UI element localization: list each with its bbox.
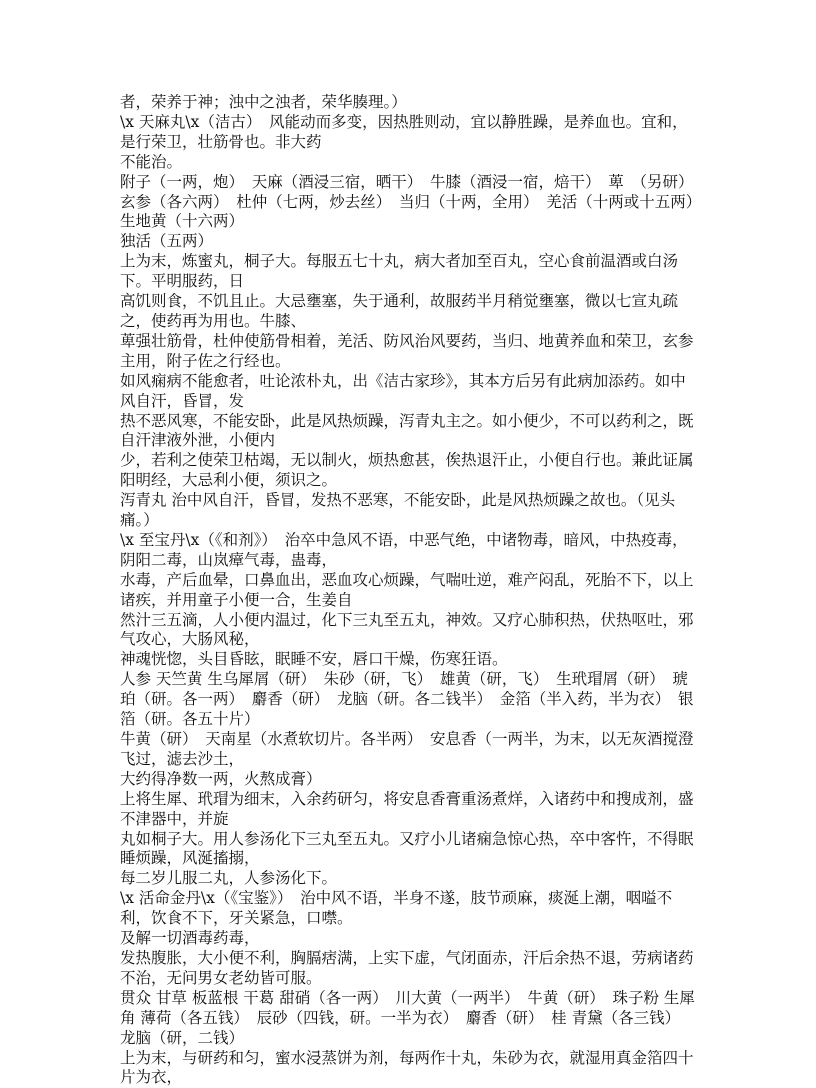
document-page — [120, 93, 696, 1088]
text-line: 上将生犀、玳瑁为细末，入余药研匀，将安息香膏重汤煮烊，入诸药中和搜成剂，盛不津器中，并旋 — [120, 790, 696, 830]
text-line: 神魂恍惚，头目昏眩，眠睡不安，唇口干燥，伤寒狂语。 — [120, 650, 696, 670]
text-line: 泻青丸 治中风自汗，昏冒，发热不恶寒，不能安卧，此是风热烦躁之故也。（见头痛。） — [120, 491, 696, 531]
text-line: 贯众 甘草 板蓝根 干葛 甜硝（各一两） 川大黄（一两半） 牛黄（研） 珠子粉 生犀角 薄荷（各五钱） 辰砂（四钱，研。一半为衣） 麝香（研） 桂 青黛（各三钱） 龙脑（研，二钱） — [120, 989, 696, 1049]
text-line: 热不恶风寒，不能安卧，此是风热烦躁，泻青丸主之。如小便少，不可以药利之，既自汗津液外泄，小便内 — [120, 412, 696, 452]
text-line: \x 天麻丸\x（洁古） 风能动而多变，因热胜则动，宜以静胜躁，是养血也。宜和，是行荣卫，壮筋骨也。非大药 — [120, 113, 696, 153]
text-line: \x 活命金丹\x（《宝鉴》） 治中风不语，半身不遂，肢节顽麻，痰涎上潮，咽嗌不利，饮食不下，牙关紧急，口噤。 — [120, 889, 696, 929]
text-line: 牛黄（研） 天南星（水煮软切片。各半两） 安息香（一两半，为末，以无灰酒搅澄飞过，滤去沙土， — [120, 730, 696, 770]
text-line: 高饥则食，不饥且止。大忌壅塞，失于通利，故服药半月稍觉壅塞，微以七宣丸疏之，使药再为用也。牛膝、 — [120, 292, 696, 332]
text-line: 每二岁儿服二丸，人参汤化下。 — [120, 869, 696, 889]
text-line: 然汁三五滴，人小便内温过，化下三丸至五丸，神效。又疗心肺积热，伏热呕吐，邪气攻心，大肠风秘， — [120, 611, 696, 651]
text-line: 如风痫病不能愈者，吐论浓朴丸，出《洁古家珍》，其本方后另有此病加添药。如中风自汗，昏冒，发 — [120, 372, 696, 412]
text-line: \x 至宝丹\x（《和剂》） 治卒中急风不语，中恶气绝，中诸物毒，暗风，中热疫毒，阴阳二毒，山岚瘴气毒，蛊毒， — [120, 531, 696, 571]
text-line: 及解一切酒毒药毒， — [120, 929, 696, 949]
text-line: 附子（一两，炮） 天麻（酒浸三宿，晒干） 牛膝（酒浸一宿，焙干） 萆 （另研） 玄参（各六两） 杜仲（七两，炒去丝） 当归（十两，全用） 羌活（十两或十五两） 生地黄（十六两） — [120, 173, 696, 233]
text-line: 独活（五两） — [120, 232, 696, 252]
text-line: 不能治。 — [120, 153, 696, 173]
text-line: 水毒，产后血晕，口鼻血出，恶血攻心烦躁，气喘吐逆，难产闷乱，死胎不下，以上诸疾，并用童子小便一合，生姜自 — [120, 571, 696, 611]
text-line: 上为末，炼蜜丸，桐子大。每服五七十丸，病大者加至百丸，空心食前温酒或白汤下。平明服药，日 — [120, 252, 696, 292]
text-line: 者，荣养于神；浊中之浊者，荣华腠理。） — [120, 93, 696, 113]
text-line: 上为末，与研药和匀，蜜水浸蒸饼为剂，每两作十丸，朱砂为衣，就湿用真金箔四十片为衣， — [120, 1049, 696, 1088]
text-line: 大约得净数一两，火熬成膏） — [120, 770, 696, 790]
text-line: 发热腹胀，大小便不利，胸膈痞满，上实下虚，气闭面赤，汗后余热不退，劳病诸药不治，无问男女老幼皆可服。 — [120, 949, 696, 989]
text-line: 丸如桐子大。用人参汤化下三丸至五丸。又疗小儿诸痫急惊心热，卒中客忤，不得眠睡烦躁，风涎搐搦， — [120, 830, 696, 870]
text-line: 人参 天竺黄 生乌犀屑（研） 朱砂（研，飞） 雄黄（研，飞） 生玳瑁屑（研） 琥珀（研。各一两） 麝香（研） 龙脑（研。各二钱半） 金箔（半入药，半为衣） 银箔（研。各五十片） — [120, 670, 696, 730]
text-line: 少，若利之使荣卫枯竭，无以制火，烦热愈甚，俟热退汗止，小便自行也。兼此证属阳明经，大忌利小便，须识之。 — [120, 451, 696, 491]
text-line: 萆强壮筋骨，杜仲使筋骨相着，羌活、防风治风要药，当归、地黄养血和荣卫，玄参主用，附子佐之行经也。 — [120, 332, 696, 372]
